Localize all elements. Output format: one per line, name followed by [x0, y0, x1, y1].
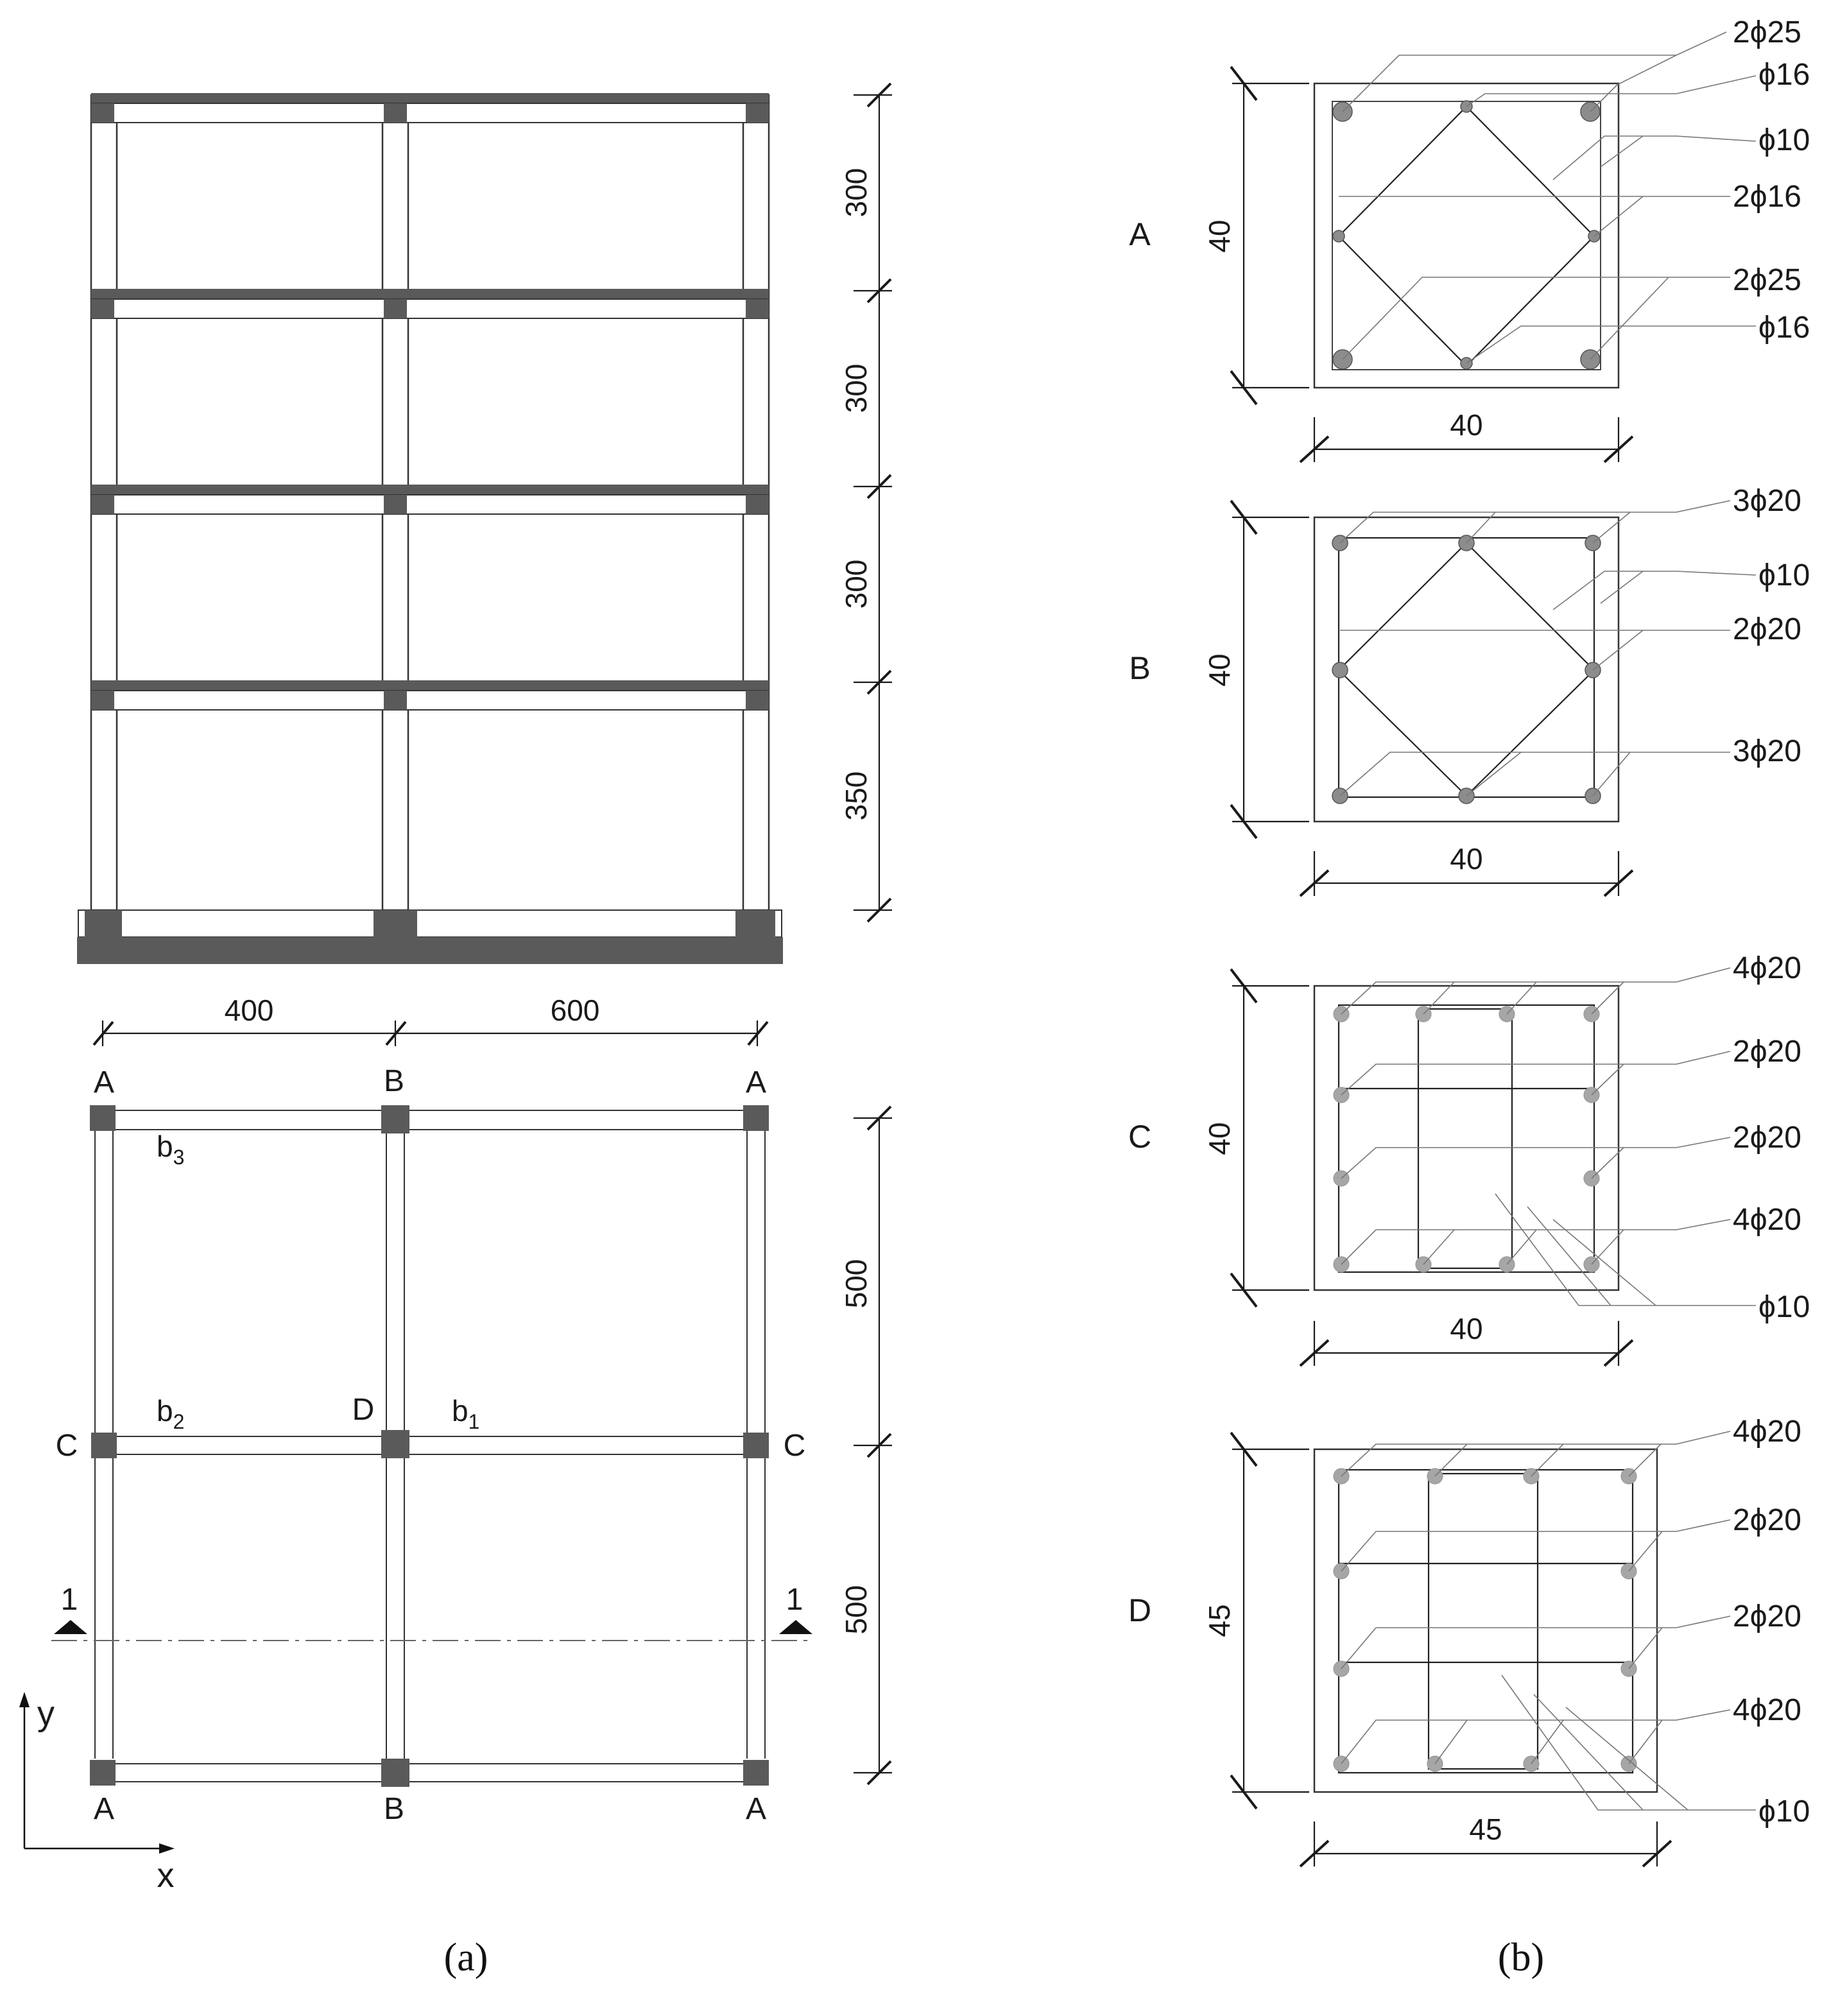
frame-elevation [77, 83, 892, 964]
section-A-width: 40 [1450, 408, 1483, 442]
section-C-bar-2: 2ϕ20 [1733, 1035, 1801, 1069]
section-A-bar-5: 2ϕ25 [1733, 263, 1801, 297]
section-B-bar-4: 3ϕ20 [1733, 734, 1801, 768]
section-B-bar-1: 3ϕ20 [1733, 484, 1801, 518]
section-A [1129, 15, 1810, 462]
section-A-bar-3: ϕ10 [1758, 123, 1810, 157]
section-D-bar-3: 2ϕ20 [1733, 1599, 1801, 1633]
axis-y-label: y [37, 1694, 55, 1733]
label-column-B-bottom: B [383, 1792, 405, 1826]
span-x-1: 400 [224, 994, 274, 1027]
section-A-bar-1: 2ϕ25 [1733, 15, 1801, 49]
floor-beam-3 [91, 289, 769, 318]
column-B-bottom [381, 1759, 409, 1787]
plan-span-dimensions [94, 1021, 768, 1046]
axis-x-label: x [157, 1856, 175, 1895]
storey-height-2: 300 [839, 559, 873, 609]
section-A-height: 40 [1203, 220, 1236, 253]
section-D-bar-4: 4ϕ20 [1733, 1693, 1801, 1727]
label-column-A-top-left: A [93, 1065, 115, 1099]
column-D-center [381, 1430, 409, 1458]
caption-b: (b) [1497, 1936, 1545, 1979]
section-C-label: C [1128, 1119, 1152, 1155]
section-marker-left-icon [54, 1620, 87, 1634]
section-C [1128, 951, 1810, 1366]
section-D-bar-1: 4ϕ20 [1733, 1415, 1801, 1449]
section-B-height: 40 [1203, 653, 1236, 687]
section-A-bar-4: 2ϕ16 [1733, 180, 1801, 214]
label-column-C-right: C [783, 1429, 806, 1463]
column-B-top [381, 1105, 409, 1133]
label-column-A-top-right: A [745, 1065, 767, 1099]
section-C-bar-1: 4ϕ20 [1733, 951, 1801, 985]
section-A-label: A [1129, 216, 1151, 252]
label-column-B-top: B [383, 1064, 405, 1098]
section-A-bar-6: ϕ16 [1758, 311, 1810, 345]
span-y-2: 500 [839, 1585, 873, 1635]
section-marker-left-label: 1 [60, 1583, 78, 1617]
section-D-label: D [1128, 1592, 1152, 1628]
section-D-bar-2: 2ϕ20 [1733, 1503, 1801, 1537]
section-C-bar-5: ϕ10 [1758, 1290, 1810, 1324]
section-D-width: 45 [1469, 1813, 1502, 1846]
section-C-height: 40 [1203, 1122, 1236, 1155]
storey-height-4: 300 [839, 168, 873, 218]
beam-label-b1: $b_1$ [452, 1394, 480, 1433]
section-marker-right-icon [779, 1620, 812, 1634]
section-D-height: 45 [1203, 1604, 1236, 1637]
column-A-bottom-right [743, 1760, 769, 1786]
floor-beam-2 [91, 485, 769, 514]
axis-y-arrow-icon [19, 1692, 30, 1707]
beam-label-b2: $b_2$ [157, 1394, 185, 1433]
section-B-label: B [1129, 650, 1151, 686]
column-C-right [743, 1433, 769, 1458]
column-C-left [91, 1433, 117, 1458]
column-A-bottom-left [90, 1760, 116, 1786]
floor-plan [19, 994, 892, 1895]
section-D-bar-5: ϕ10 [1758, 1795, 1810, 1829]
section-C-bar-4: 4ϕ20 [1733, 1203, 1801, 1237]
section-marker-right-label: 1 [786, 1583, 803, 1617]
section-C-width: 40 [1450, 1312, 1483, 1345]
section-B-bar-2: ϕ10 [1758, 558, 1810, 592]
plan-beams [95, 1110, 765, 1782]
section-D [1128, 1415, 1810, 1866]
section-A-bar-2: ϕ16 [1758, 58, 1810, 92]
section-C-bar-3: 2ϕ20 [1733, 1121, 1801, 1155]
axis-x-arrow-icon [159, 1843, 175, 1854]
section-B-bar-3: 2ϕ20 [1733, 612, 1801, 646]
span-x-2: 600 [550, 994, 600, 1027]
column-A-top-left [90, 1105, 116, 1131]
storey-height-3: 300 [839, 363, 873, 413]
span-y-1: 500 [839, 1259, 873, 1309]
floor-beam-roof [91, 93, 769, 123]
label-column-D: D [352, 1393, 375, 1427]
section-B [1129, 484, 1810, 896]
section-B-width: 40 [1450, 842, 1483, 875]
foundation [77, 910, 783, 964]
caption-a: (a) [443, 1936, 488, 1979]
beam-label-b3: $b_3$ [157, 1130, 185, 1169]
plan-depth-dimensions [854, 1107, 892, 1784]
column-A-top-right [743, 1105, 769, 1131]
plan-columns [90, 1105, 769, 1787]
label-column-A-bottom-left: A [93, 1792, 115, 1826]
label-column-A-bottom-right: A [745, 1792, 767, 1826]
floor-beam-1 [91, 680, 769, 710]
label-column-C-left: C [55, 1429, 78, 1463]
section-cut-line [51, 1620, 812, 1641]
storey-height-1: 350 [839, 771, 873, 821]
